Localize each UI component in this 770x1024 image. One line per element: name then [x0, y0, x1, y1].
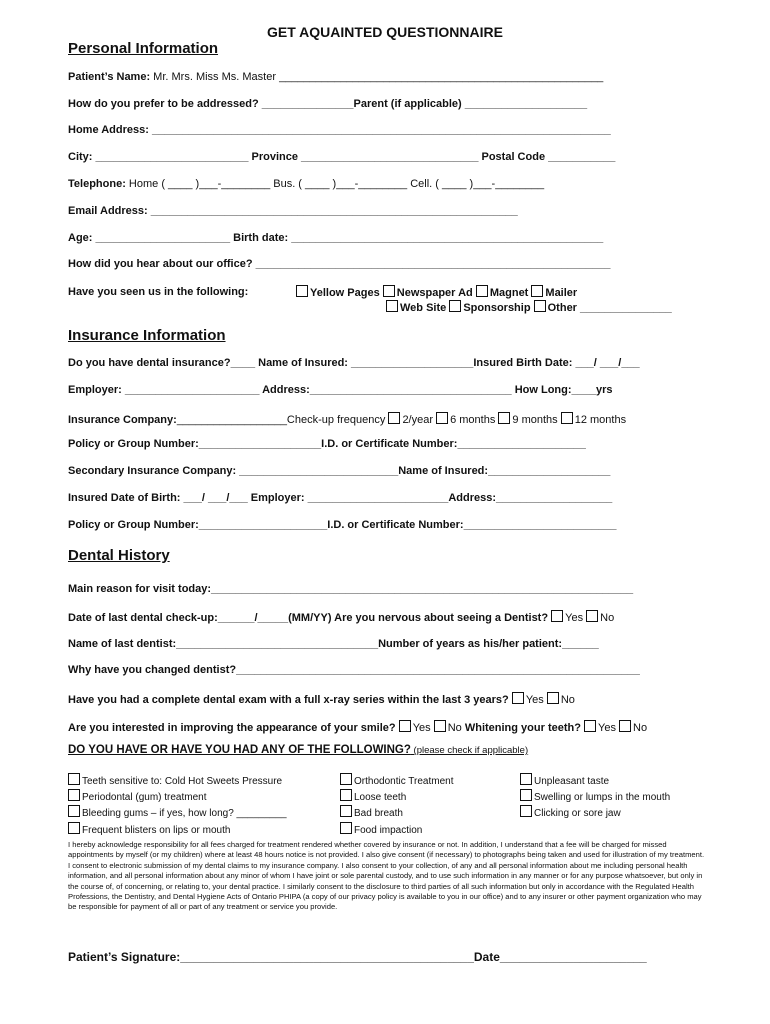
xray-yes-label: Yes	[525, 694, 544, 706]
nervous-no-checkbox[interactable]	[586, 610, 598, 622]
insurance-company-field[interactable]	[68, 412, 626, 426]
other-label: Other _______________	[547, 302, 672, 314]
condition-item[interactable]	[68, 822, 287, 838]
freq-2-year-label: 2/year	[402, 414, 434, 426]
whitening-question-label: Whitening your teeth?	[464, 722, 581, 734]
home-address-field[interactable]: Home Address: ___________________________________________________________________________	[68, 124, 611, 136]
xray-yes-checkbox[interactable]	[512, 692, 524, 704]
freq-6-months-checkbox[interactable]	[436, 412, 448, 424]
other-checkbox[interactable]	[534, 300, 546, 312]
telephone-label: Telephone:	[68, 178, 126, 190]
patient-name-options: Mr. Mrs. Miss Ms. Master _____________________________________________________	[150, 71, 604, 83]
secondary-insurance-field[interactable]: Secondary Insurance Company: __________________________Name of Insured:____________________	[68, 465, 611, 477]
condition-item[interactable]	[68, 773, 287, 789]
condition-item[interactable]	[340, 822, 454, 838]
city-province-postal-field[interactable]: City: _________________________ Province _____________________________ Postal Code ___________	[68, 151, 616, 163]
condition-item[interactable]	[68, 789, 287, 805]
whitening-no-checkbox[interactable]	[619, 720, 631, 732]
section-personal-heading: Personal Information	[68, 40, 219, 57]
condition-item[interactable]	[520, 773, 670, 789]
insured-dob-field[interactable]: Insured Date of Birth: ___/ ___/___ Employer: _______________________Address:___________________	[68, 492, 613, 504]
condition-checkbox[interactable]	[340, 822, 352, 834]
condition-checkbox[interactable]	[340, 789, 352, 801]
smile-question	[68, 720, 647, 734]
last-checkup-label: Date of last dental check-up:______/_____(MM/YY) Are you nervous about seeing a Dentist?	[68, 612, 549, 624]
condition-item[interactable]	[68, 805, 287, 821]
hear-about-field[interactable]: How did you hear about our office? __________________________________________________________	[68, 258, 611, 270]
checkup-frequency-label: __________________Check-up frequency	[176, 414, 386, 426]
condition-label: Orthodontic Treatment	[354, 776, 454, 787]
freq-6-months-label: 6 months	[450, 414, 496, 426]
condition-label: Periodontal (gum) treatment	[82, 792, 207, 804]
condition-label: Bleeding gums – if yes, how long? _________	[82, 808, 287, 820]
condition-label: Food impaction	[354, 824, 423, 836]
conditions-heading-text: DO YOU HAVE OR HAVE YOU HAD ANY OF THE FOLLOWING?	[68, 744, 411, 756]
patient-name-field[interactable]	[68, 71, 603, 83]
magnet-label: Magnet	[489, 287, 529, 299]
condition-label: Frequent blisters on lips or mouth	[82, 824, 231, 836]
xray-question	[68, 692, 575, 706]
newspaper-checkbox[interactable]	[383, 285, 395, 297]
conditions-column-1	[68, 773, 287, 838]
xray-no-label: No	[560, 694, 575, 706]
changed-dentist-field[interactable]: Why have you changed dentist?__________________________________________________________________	[68, 664, 640, 676]
condition-label: Bad breath	[354, 808, 403, 820]
condition-checkbox[interactable]	[520, 805, 532, 817]
smile-no-label: No	[447, 722, 462, 734]
dental-insurance-field[interactable]: Do you have dental insurance?____ Name of Insured: ____________________Insured Birth Date: ___/ ___/___	[68, 357, 640, 369]
sponsorship-label: Sponsorship	[463, 302, 531, 314]
condition-checkbox[interactable]	[68, 773, 80, 785]
smile-yes-checkbox[interactable]	[399, 720, 411, 732]
xray-no-checkbox[interactable]	[547, 692, 559, 704]
policy-number-field[interactable]: Policy or Group Number:____________________I.D. or Certificate Number:_____________________	[68, 438, 586, 450]
condition-item[interactable]	[520, 789, 670, 805]
last-checkup-field[interactable]	[68, 610, 614, 624]
condition-label: Loose teeth	[354, 792, 407, 804]
nervous-no-label: No	[600, 612, 615, 624]
condition-checkbox[interactable]	[520, 789, 532, 801]
condition-item[interactable]	[340, 789, 454, 805]
condition-item[interactable]	[340, 805, 454, 821]
last-dentist-field[interactable]: Name of last dentist:_________________________________Number of years as his/her patient:______	[68, 638, 599, 650]
whitening-yes-checkbox[interactable]	[584, 720, 596, 732]
freq-12-months-label: 12 months	[574, 414, 627, 426]
smile-no-checkbox[interactable]	[434, 720, 446, 732]
freq-12-months-checkbox[interactable]	[561, 412, 573, 424]
xray-question-label: Have you had a complete dental exam with a full x-ray series within the last 3 years?	[68, 694, 509, 706]
whitening-yes-label: Yes	[598, 722, 616, 734]
addressed-field[interactable]: How do you prefer to be addressed? _______________Parent (if applicable) ____________________	[68, 98, 588, 110]
condition-label: Clicking or sore jaw	[534, 808, 621, 820]
email-field[interactable]: Email Address: ____________________________________________________________	[68, 205, 518, 217]
sponsorship-checkbox[interactable]	[449, 300, 461, 312]
condition-label: Swelling or lumps in the mouth	[534, 792, 671, 804]
whitening-no-label: No	[633, 722, 648, 734]
conditions-column-2	[340, 773, 454, 838]
section-insurance-heading: Insurance Information	[68, 327, 226, 344]
web-site-checkbox[interactable]	[386, 300, 398, 312]
section-dental-heading: Dental History	[68, 547, 170, 564]
telephone-field[interactable]	[68, 178, 544, 190]
condition-checkbox[interactable]	[68, 789, 80, 801]
condition-checkbox[interactable]	[68, 805, 80, 817]
newspaper-label: Newspaper Ad	[396, 287, 473, 299]
condition-label: Teeth sensitive to: Cold Hot Sweets Pressure	[82, 776, 283, 787]
condition-checkbox[interactable]	[340, 805, 352, 817]
conditions-note: (please check if applicable)	[410, 745, 529, 756]
yellow-pages-label: Yellow Pages	[310, 287, 380, 299]
telephone-blanks: Home ( ____ )___-________ Bus. ( ____ )___-________ Cell. ( ____ )___-________	[125, 178, 545, 190]
magnet-checkbox[interactable]	[476, 285, 488, 297]
condition-item[interactable]	[340, 773, 454, 789]
seen-us-label: Have you seen us in the following:	[68, 286, 249, 298]
insurance-company-label: Insurance Company:	[68, 414, 177, 426]
freq-9-months-checkbox[interactable]	[498, 412, 510, 424]
condition-checkbox[interactable]	[340, 773, 352, 785]
conditions-column-3	[520, 773, 670, 822]
smile-yes-label: Yes	[412, 722, 431, 734]
age-birthdate-field[interactable]: Age: ______________________ Birth date: ___________________________________________________	[68, 232, 604, 244]
freq-2-year-checkbox[interactable]	[388, 412, 400, 424]
condition-label: Unpleasant taste	[534, 776, 610, 787]
signature-date-field[interactable]: Patient’s Signature:____________________________________________Date______________________	[68, 950, 647, 964]
nervous-yes-label: Yes	[565, 612, 584, 624]
patient-name-label: Patient’s Name:	[68, 71, 151, 83]
form-title: GET AQUAINTED QUESTIONNAIRE	[267, 24, 503, 40]
condition-checkbox[interactable]	[520, 773, 532, 785]
secondary-policy-number-field[interactable]: Policy or Group Number:_____________________I.D. or Certificate Number:_________________________	[68, 519, 617, 531]
seen-options-row-1	[296, 285, 577, 299]
consent-paragraph: I hereby acknowledge responsibility for all fees charged for treatment rendered whether covered by insurance or not. In addition, I understand that a fee will be charged for missed appointments by myself (or my children) where at least 48 hours notice is not provided. I also give consent (if necessary) to photographs being taken and used for illustration of my treatment. I consent to electronic submission of my dental claims to my insurance company. I also consent to your collection, of any and all personal information about me including personal health information, and all personal information about any minor of whom I have joint or sole parental custody, and to use such information in any manner or for any purpose whatsoever, but only in the course of, of concerning, or relating to, your dental practice. I similarly consent to the disclosure to third parties of all such information but only in accordance with the Regulated Health Professions, the Dentistry, and Dental Hygiene Acts of Ontario PHIPA (a copy of our privacy policy is available to you in our office) and to any insurer or other payment organization who may be responsible for payment of all or part of any treatment or service you provide.	[68, 840, 705, 912]
main-reason-field[interactable]: Main reason for visit today:_____________________________________________________________________	[68, 583, 634, 595]
condition-item[interactable]	[520, 805, 670, 821]
conditions-heading	[68, 744, 528, 756]
freq-9-months-label: 9 months	[512, 414, 558, 426]
yellow-pages-checkbox[interactable]	[296, 285, 308, 297]
mailer-checkbox[interactable]	[531, 285, 543, 297]
condition-checkbox[interactable]	[68, 822, 80, 834]
web-site-label: Web Site	[400, 302, 447, 314]
nervous-yes-checkbox[interactable]	[551, 610, 563, 622]
smile-question-label: Are you interested in improving the appearance of your smile?	[68, 722, 396, 734]
seen-options-row-2	[386, 300, 672, 314]
mailer-label: Mailer	[545, 287, 578, 299]
employer-field[interactable]: Employer: ______________________ Address:_________________________________ How Long:____yrs	[68, 384, 613, 396]
